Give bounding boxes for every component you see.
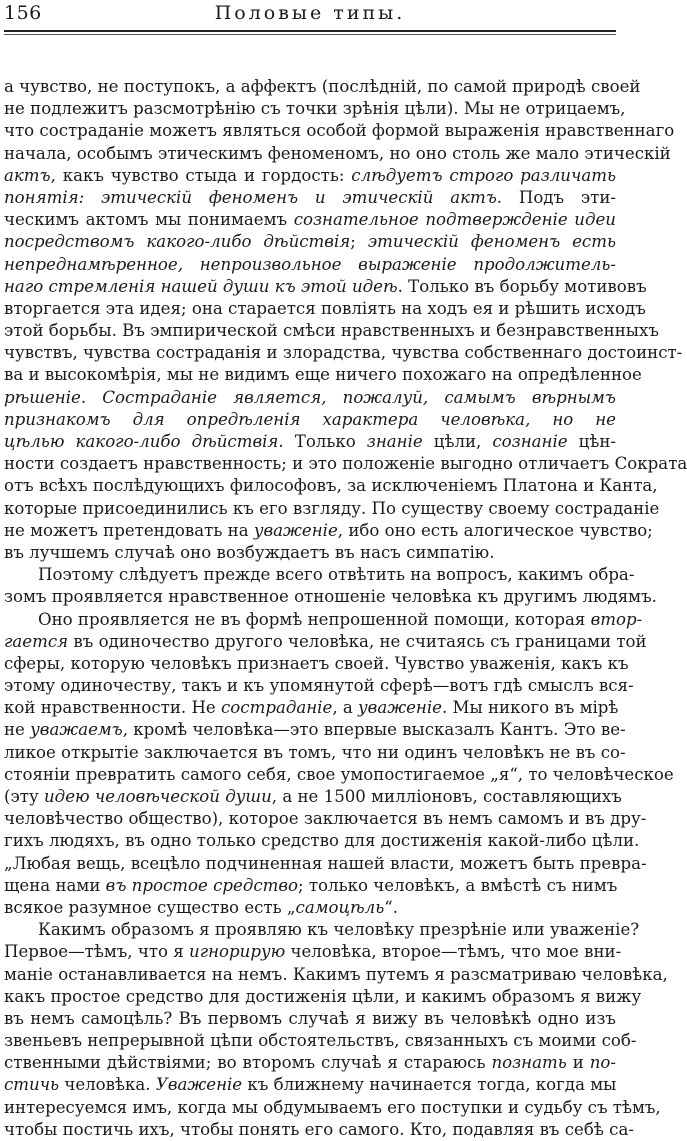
emphasized-text: состраданіе xyxy=(221,698,333,718)
text-run: , а не 1500 милліоновъ, составляющихъ xyxy=(271,787,622,806)
emphasized-text: понятія: этическій феноменъ и этическій актъ xyxy=(4,187,497,207)
text-line xyxy=(4,387,616,409)
text-run: . Мы никого въ мірѣ xyxy=(441,698,619,718)
emphasized-text: этическій феноменъ есть xyxy=(367,232,616,252)
text-run: не подлежитъ разсмотрѣнію съ точки зрѣнія цѣли). Мы не отрицаемъ, xyxy=(4,99,626,119)
text-run: не xyxy=(4,720,31,740)
text-line xyxy=(4,1052,616,1074)
emphasized-text: актъ xyxy=(4,165,51,185)
text-run: ственными дѣйствіями; во второмъ случаѣ я стараюсь xyxy=(4,1053,492,1073)
text-run: ; только человѣкъ, а вмѣстѣ съ нимъ xyxy=(298,875,618,895)
text-line xyxy=(4,76,641,98)
text-run: ва и высокомѣрія, мы не видимъ еще ничего похожаго на опредѣленное xyxy=(4,365,642,385)
text-line xyxy=(4,231,616,253)
text-line xyxy=(4,786,622,808)
text-line xyxy=(4,209,616,231)
text-run: зомъ проявляется нравственное отношеніе человѣка къ другимъ людямъ. xyxy=(4,587,657,607)
text-run: ликое открытіе заключается въ томъ, что ни одинъ человѣкъ не въ со‑ xyxy=(4,742,626,762)
text-line xyxy=(4,453,687,475)
text-run: къ ближнему начинается тогда, когда мы xyxy=(242,1075,617,1095)
text-line xyxy=(4,342,683,364)
text-line xyxy=(4,475,658,497)
text-run: отъ всѣхъ послѣдующихъ философовъ, за исключеніемъ Платона и Канта, xyxy=(4,476,658,496)
text-line xyxy=(4,320,659,342)
text-run: гихъ людяхъ, въ одно только средство для достиженія какой-либо цѣли. xyxy=(4,831,640,851)
book-page xyxy=(4,0,687,1139)
text-line xyxy=(4,675,634,697)
text-line xyxy=(4,98,626,120)
text-line xyxy=(4,964,668,986)
text-line xyxy=(4,919,640,941)
text-run: Оно проявляется не въ формѣ непрошенной помощи, которая xyxy=(38,609,591,629)
text-line xyxy=(4,697,619,719)
text-run: интересуемся имъ, когда мы обдумываемъ его поступки и судьбу съ тѣмъ, xyxy=(4,1097,661,1117)
text-run: которые присоединились къ его взгляду. По существу своему состраданіе xyxy=(4,498,660,518)
text-line xyxy=(4,431,616,453)
text-run: и xyxy=(566,1053,590,1073)
emphasized-text: рѣшеніе. Состраданіе является, пожалуй, самымъ вѣрнымъ xyxy=(4,387,616,407)
text-run: Первое—тѣмъ, что я xyxy=(4,942,190,962)
text-run: стояніи превратить самого себя, свое умопостигаемое „я“, то человѣческое xyxy=(4,764,674,784)
emphasized-text: познать xyxy=(491,1053,567,1073)
text-line xyxy=(4,409,616,431)
text-run: ; xyxy=(350,232,368,252)
text-run: не можетъ претендовать на xyxy=(4,520,254,540)
emphasized-text: самоцѣль xyxy=(295,897,385,917)
text-run: человѣка. xyxy=(59,1075,156,1095)
text-run: (эту xyxy=(4,787,44,806)
text-run: что состраданіе можетъ являться особой формой выраженія нравственнаго xyxy=(4,121,675,141)
text-run: человѣка, второе—тѣмъ, что мое вни‑ xyxy=(285,942,622,962)
text-run: . Подъ эти‑ xyxy=(496,187,617,207)
emphasized-text: игнорирую xyxy=(189,942,286,962)
text-run: чтобы постичь ихъ, чтобы понять его самого. Кто, подавляя въ себѣ са‑ xyxy=(4,1119,634,1139)
emphasized-text: сознательное подтвержденіе идеи xyxy=(293,210,616,230)
emphasized-text: гается xyxy=(4,631,69,651)
text-run: всякое разумное существо есть „ xyxy=(4,897,296,917)
text-run: чувствъ, чувства состраданія и злорадства, чувства собственнаго достоинст‑ xyxy=(4,343,683,363)
text-run: „Любая вещь, всецѣло подчиненная нашей власти, можетъ быть превра‑ xyxy=(4,853,647,873)
text-line xyxy=(4,941,622,963)
text-run: кой нравственности. Не xyxy=(4,698,222,718)
text-line xyxy=(4,187,616,209)
header-rule xyxy=(4,30,616,36)
running-head xyxy=(4,0,616,26)
body-text xyxy=(4,76,687,1141)
text-run: , какъ чувство стыда и гордость: xyxy=(50,165,352,185)
text-line xyxy=(4,853,647,875)
emphasized-text: уваженіе xyxy=(253,520,338,540)
emphasized-text: наго стремленія нашей души къ этой идеѣ xyxy=(4,276,398,296)
header-rule-thick xyxy=(4,30,616,32)
text-line xyxy=(4,520,653,542)
emphasized-text: признакомъ для опредѣленія характера человѣка, но не xyxy=(4,409,616,429)
emphasized-text: Уваженіе xyxy=(155,1075,243,1095)
text-line xyxy=(4,808,647,830)
text-run: , а xyxy=(332,698,359,718)
emphasized-text: по‑ xyxy=(589,1053,616,1073)
emphasized-text: втор‑ xyxy=(590,609,643,629)
emphasized-text: цѣлью какого-либо дѣйствія xyxy=(4,432,279,451)
text-run: цѣли, xyxy=(422,432,493,451)
emphasized-text: въ простое средство xyxy=(105,875,299,895)
text-line xyxy=(4,1119,634,1141)
emphasized-text: посредствомъ какого-либо дѣйствія xyxy=(4,232,351,252)
text-line xyxy=(4,1097,661,1119)
text-line xyxy=(4,498,660,520)
text-line xyxy=(4,742,626,764)
text-run: цѣн‑ xyxy=(567,432,617,451)
emphasized-text: идею человѣческой души xyxy=(44,787,272,806)
text-line xyxy=(4,120,675,142)
text-line xyxy=(4,764,674,786)
text-run: . Только въ борьбу мотивовъ xyxy=(397,276,647,296)
text-line xyxy=(4,1008,616,1030)
text-line xyxy=(4,143,671,165)
text-line xyxy=(4,719,626,741)
text-run: . Только xyxy=(278,432,367,451)
emphasized-text: уважаемъ xyxy=(30,720,123,740)
text-run: , ибо оно есть алогическое чувство; xyxy=(337,520,653,540)
text-run: вторгается эта идея; она старается повліять на ходъ ея и рѣшить исходъ xyxy=(4,298,646,318)
emphasized-text: стичь xyxy=(4,1075,60,1095)
text-line xyxy=(4,1030,637,1052)
text-run: “. xyxy=(384,897,399,917)
text-line xyxy=(4,830,640,852)
text-run: этому одиночеству, такъ и къ упомянутой сферѣ—вотъ гдѣ смыслъ вся‑ xyxy=(4,676,634,696)
page-number: 156 xyxy=(4,2,42,24)
emphasized-text: знаніе xyxy=(366,432,423,451)
text-run: , кромѣ человѣка—это впервые высказалъ Кантъ. Это ве‑ xyxy=(122,720,626,740)
text-run: какъ простое средство для достиженія цѣли, и какимъ образомъ я вижу xyxy=(4,986,642,1006)
running-title: Половые типы. xyxy=(214,2,406,24)
text-run: маніе останавливается на немъ. Какимъ путемъ я разсматриваю человѣка, xyxy=(4,964,668,984)
text-run: звеньевъ непрерывной цѣпи обстоятельствъ, связанныхъ съ моими соб‑ xyxy=(4,1031,637,1051)
emphasized-text: слѣдуетъ строго различать xyxy=(351,165,616,185)
text-run: сферы, которую человѣкъ признаетъ своей. Чувство уваженія, какъ къ xyxy=(4,653,629,673)
text-run: человѣчество общество), которое заключается въ немъ самомъ и въ дру‑ xyxy=(4,809,647,829)
text-line xyxy=(4,542,616,564)
text-line xyxy=(4,564,635,586)
text-run: а чувство, не поступокъ, а аффектъ (послѣдній, по самой природѣ своей xyxy=(4,77,641,96)
text-line xyxy=(4,653,629,675)
text-run: щена нами xyxy=(4,875,106,895)
text-line xyxy=(4,165,616,187)
emphasized-text: уваженіе xyxy=(358,698,442,718)
text-run: въ немъ самоцѣль? Въ первомъ случаѣ я вижу въ человѣкѣ одно изъ xyxy=(4,1008,616,1028)
text-run: Поэтому слѣдуетъ прежде всего отвѣтить на вопросъ, какимъ обра‑ xyxy=(38,565,635,585)
text-run: въ лучшемъ случаѣ оно возбуждаетъ въ насъ симпатію. xyxy=(4,542,495,562)
text-line xyxy=(4,298,646,320)
emphasized-text: сознаніе xyxy=(492,432,568,451)
text-line xyxy=(4,364,642,386)
text-run: ческимъ актомъ мы понимаемъ xyxy=(4,210,294,230)
text-line xyxy=(4,1074,616,1096)
header-rule-thin xyxy=(4,34,616,35)
text-run: въ одиночество другого человѣка, не считаясь съ границами той xyxy=(68,631,647,651)
text-run: этой борьбы. Въ эмпирической смѣси нравственныхъ и безнравственныхъ xyxy=(4,321,659,341)
text-line xyxy=(4,631,647,653)
text-line xyxy=(4,875,616,897)
text-run: ности создаетъ нравственность; и это положеніе выгодно отличаетъ Сократа xyxy=(4,454,687,474)
text-line xyxy=(4,254,616,276)
text-line xyxy=(4,586,657,608)
text-line xyxy=(4,897,616,919)
text-line xyxy=(4,986,642,1008)
emphasized-text: непреднамѣренное, непроизвольное выраженіе продолжитель‑ xyxy=(4,254,616,274)
text-run: Какимъ образомъ я проявляю къ человѣку презрѣніе или уваженіе? xyxy=(38,920,640,940)
text-run: начала, особымъ этическимъ феноменомъ, но оно столь же мало этическій xyxy=(4,143,671,163)
text-line xyxy=(4,276,647,298)
text-line xyxy=(4,609,643,631)
